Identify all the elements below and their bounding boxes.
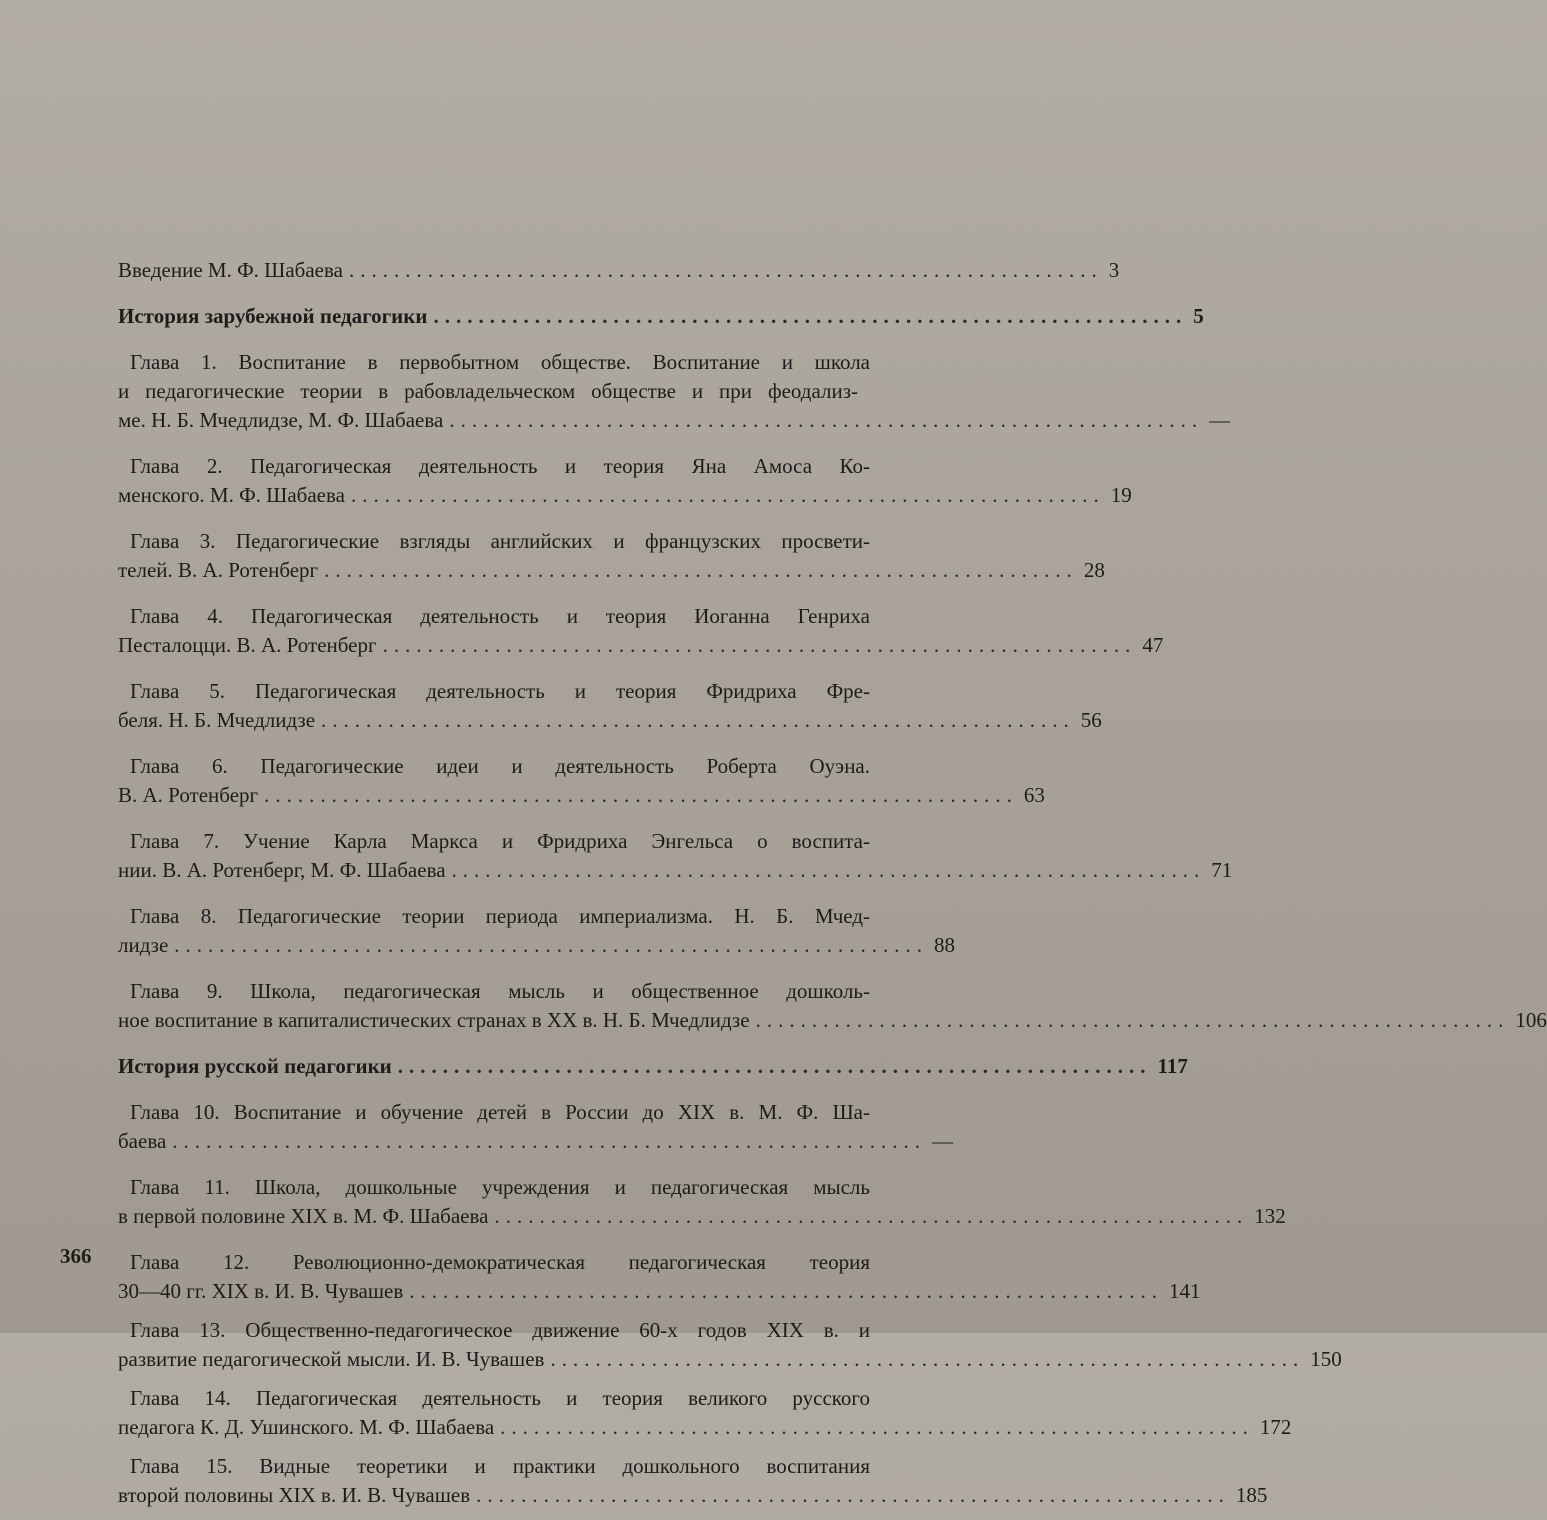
toc-entry-chapter-13 bbox=[118, 1316, 1342, 1374]
leader-dots: ................................................................... bbox=[397, 1054, 1152, 1078]
toc-entry-line: Глава 2. Педагогическая деятельность и теория Яна Амоса Ко- bbox=[130, 454, 870, 478]
toc-page-number: 47 bbox=[1142, 633, 1164, 657]
page-number: 366 bbox=[60, 1244, 92, 1268]
leader-dots: ................................................................... bbox=[476, 1483, 1230, 1507]
toc-entry-introduction bbox=[118, 256, 1120, 285]
toc-entry-line-last: телей. В. А. Ротенберг bbox=[118, 558, 319, 582]
toc-page-number: 28 bbox=[1083, 558, 1105, 582]
toc-entry-line-last: Песталоцци. В. А. Ротенберг bbox=[118, 633, 377, 657]
toc-entry-chapter-7 bbox=[118, 827, 1233, 885]
toc-page-number: 106 bbox=[1515, 1008, 1547, 1032]
toc-entry-line: Глава 1. Воспитание в первобытном обществе. Воспитание и школа bbox=[130, 350, 870, 374]
toc-entry-chapter-10 bbox=[118, 1098, 954, 1156]
toc-entry-line-last: ное воспитание в капиталистических странах в XX в. Н. Б. Мчедлидзе bbox=[118, 1008, 750, 1032]
toc-page-number: 117 bbox=[1157, 1054, 1188, 1078]
table-of-contents bbox=[118, 256, 1547, 1520]
toc-entry-chapter-9 bbox=[118, 977, 1547, 1035]
toc-section-russian bbox=[118, 1052, 1188, 1081]
toc-entry-line-last: второй половины XIX в. И. В. Чувашев bbox=[118, 1483, 471, 1507]
toc-entry-chapter-12 bbox=[118, 1248, 1201, 1306]
toc-page-number: 5 bbox=[1193, 304, 1204, 328]
leader-dots: ................................................................... bbox=[321, 708, 1075, 732]
leader-dots: ................................................................... bbox=[755, 1008, 1510, 1032]
leader-dots: ................................................................... bbox=[324, 558, 1078, 582]
toc-page-number: 71 bbox=[1211, 858, 1233, 882]
toc-entry-line-last: педагога К. Д. Ушинского. М. Ф. Шабаева bbox=[118, 1415, 495, 1439]
leader-dots: ................................................................... bbox=[174, 933, 929, 957]
leader-dots: ................................................................... bbox=[550, 1347, 1305, 1371]
toc-page-number: 88 bbox=[934, 933, 956, 957]
toc-entry-line: Глава 11. Школа, дошкольные учреждения и педагогическая мысль bbox=[130, 1175, 870, 1199]
toc-entry-line-last: В. А. Ротенберг bbox=[118, 783, 259, 807]
leader-dots: ................................................................... bbox=[449, 408, 1204, 432]
leader-dots: ................................................................... bbox=[494, 1204, 1249, 1228]
toc-section-foreign bbox=[118, 302, 1204, 331]
leader-dots: ................................................................... bbox=[409, 1279, 1164, 1303]
toc-page-number: — bbox=[932, 1129, 954, 1153]
toc-page-number: 150 bbox=[1310, 1347, 1342, 1371]
toc-entry-line: Глава 14. Педагогическая деятельность и теория великого русского bbox=[130, 1386, 870, 1410]
toc-entry-line-last: 30—40 гг. XIX в. И. В. Чувашев bbox=[118, 1279, 404, 1303]
toc-entry-line-last: развитие педагогической мысли. И. В. Чувашев bbox=[118, 1347, 545, 1371]
toc-page-number: 141 bbox=[1169, 1279, 1201, 1303]
toc-entry-chapter-3 bbox=[118, 527, 1105, 585]
toc-entry-line: Глава 3. Педагогические взгляды английских и французских просвети- bbox=[130, 529, 870, 553]
toc-entry-line: Глава 4. Педагогическая деятельность и теория Иоганна Генриха bbox=[130, 604, 870, 628]
toc-entry-line-last: лидзе bbox=[118, 933, 169, 957]
toc-entry-line-last: менского. М. Ф. Шабаева bbox=[118, 483, 345, 507]
toc-entry-line: Глава 10. Воспитание и обучение детей в России до XIX в. М. Ф. Ша- bbox=[130, 1100, 870, 1124]
toc-entry-line: и педагогические теории в рабовладельческом обществе и при феодализ- bbox=[118, 379, 858, 403]
toc-page-number: 3 bbox=[1108, 258, 1120, 282]
toc-entry-line-last: в первой половине XIX в. М. Ф. Шабаева bbox=[118, 1204, 489, 1228]
toc-page-number: 63 bbox=[1023, 783, 1045, 807]
leader-dots: ................................................................... bbox=[500, 1415, 1254, 1439]
toc-entry-chapter-6 bbox=[118, 752, 1045, 810]
toc-page-number: — bbox=[1209, 408, 1231, 432]
toc-entry-line-last: ме. Н. Б. Мчедлидзе, М. Ф. Шабаева bbox=[118, 408, 444, 432]
toc-entry-line: Глава 6. Педагогические идеи и деятельность Роберта Оуэна. bbox=[130, 754, 870, 778]
toc-entry-line: Глава 12. Революционно-демократическая педагогическая теория bbox=[130, 1250, 870, 1274]
toc-entry-line-last: беля. Н. Б. Мчедлидзе bbox=[118, 708, 316, 732]
toc-entry-chapter-8 bbox=[118, 902, 956, 960]
leader-dots: ................................................................... bbox=[264, 783, 1018, 807]
toc-entry-title: Введение М. Ф. Шабаева bbox=[118, 258, 343, 282]
leader-dots: ................................................................... bbox=[451, 858, 1206, 882]
toc-entry-line: Глава 8. Педагогические теории периода империализма. Н. Б. Мчед- bbox=[130, 904, 870, 928]
toc-entry-chapter-11 bbox=[118, 1173, 1286, 1231]
leader-dots: ................................................................... bbox=[172, 1129, 927, 1153]
toc-entry-line-last: баева bbox=[118, 1129, 167, 1153]
toc-entry-line: Глава 15. Видные теоретики и практики дошкольного воспитания bbox=[130, 1454, 870, 1478]
toc-entry-line: Глава 5. Педагогическая деятельность и теория Фридриха Фре- bbox=[130, 679, 870, 703]
toc-page-number: 185 bbox=[1235, 1483, 1268, 1507]
leader-dots: ................................................................... bbox=[348, 258, 1103, 282]
toc-section-title: История русской педагогики bbox=[118, 1054, 392, 1078]
leader-dots: ................................................................... bbox=[433, 304, 1188, 328]
toc-page-number: 132 bbox=[1254, 1204, 1286, 1228]
toc-entry-line-last: нии. В. А. Ротенберг, М. Ф. Шабаева bbox=[118, 858, 446, 882]
toc-entry-chapter-15 bbox=[118, 1452, 1268, 1510]
toc-page-number: 19 bbox=[1110, 483, 1132, 507]
toc-entry-chapter-4 bbox=[118, 602, 1164, 660]
toc-page-number: 172 bbox=[1259, 1415, 1292, 1439]
leader-dots: ................................................................... bbox=[350, 483, 1105, 507]
toc-entry-chapter-14 bbox=[118, 1384, 1292, 1442]
toc-page-number: 56 bbox=[1080, 708, 1102, 732]
toc-entry-chapter-1 bbox=[118, 348, 1231, 435]
toc-entry-chapter-5 bbox=[118, 677, 1102, 735]
toc-section-title: История зарубежной педагогики bbox=[118, 304, 428, 328]
toc-entry-line: Глава 7. Учение Карла Маркса и Фридриха Энгельса о воспита- bbox=[130, 829, 870, 853]
toc-entry-line: Глава 9. Школа, педагогическая мысль и общественное дошколь- bbox=[130, 979, 870, 1003]
toc-entry-chapter-2 bbox=[118, 452, 1132, 510]
toc-entry-line: Глава 13. Общественно-педагогическое движение 60-х годов XIX в. и bbox=[130, 1318, 870, 1342]
leader-dots: ................................................................... bbox=[382, 633, 1137, 657]
